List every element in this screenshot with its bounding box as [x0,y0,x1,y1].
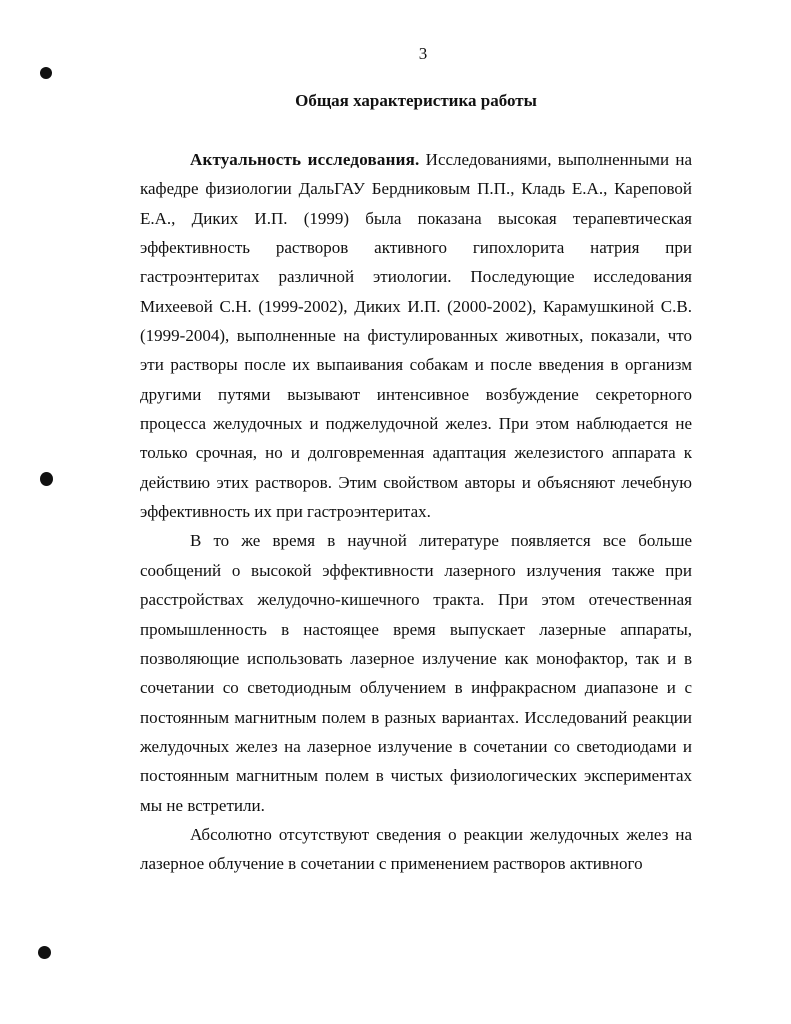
punch-hole-mark [40,472,53,486]
paragraph-laser: В то же время в научной литературе появляется все больше сообщений о высокой эффективности лазерного излучения также при расстройствах желудочно-кишечного тракта. При этом отечественная промышленность в настоящее время выпускает лазерные аппараты, позволяющие использовать лазерное излучение как монофактор, так и в сочетании со светодиодным облучением в инфракрасном диапазоне и с постоянным магнитным полем в разных вариантах. Исследований реакции желудочных желез на лазерное излучение в сочетании со светодиодами и постоянным магнитным полем в чистых физиологических экспериментах мы не встретили. [140,531,692,815]
paragraph-text: Исследованиями, выполненными на кафедре физиологии ДальГАУ Бердниковым П.П., Кладь Е.А., Кареповой Е.А., Диких И.П. (1999) была показана высокая терапевтическая эффективность растворов активного гипохлорита натрия при гастроэнтеритах различной этиологии. Последующие исследования Михеевой С.Н. (1999-2002), Диких И.П. (2000-2002), Карамушкиной С.В. (1999-2004), выполненные на фистулированных животных, показали, что эти растворы после их выпаивания собакам и после введения в организм другими путями вызывают интенсивное возбуждение секреторного процесса желудочных и поджелудочной желез. При этом наблюдается не только срочная, но и долговременная адаптация железистого аппарата к действию этих растворов. Этим свойством авторы и объясняют лечебную эффективность их при гастроэнтеритах. [140,150,693,522]
punch-hole-mark [38,946,51,959]
section-run-in-heading: Актуальность исследования. [190,150,420,169]
paragraph-relevance [140,145,692,526]
body-text [140,145,692,879]
paragraph-absence: Абсолютно отсутствуют сведения о реакции желудочных желез на лазерное облучение в сочетании с применением растворов активного [140,824,692,874]
punch-hole-mark [40,67,52,79]
page-number: 3 [418,44,428,63]
page-title: Общая характеристика работы [295,91,537,110]
